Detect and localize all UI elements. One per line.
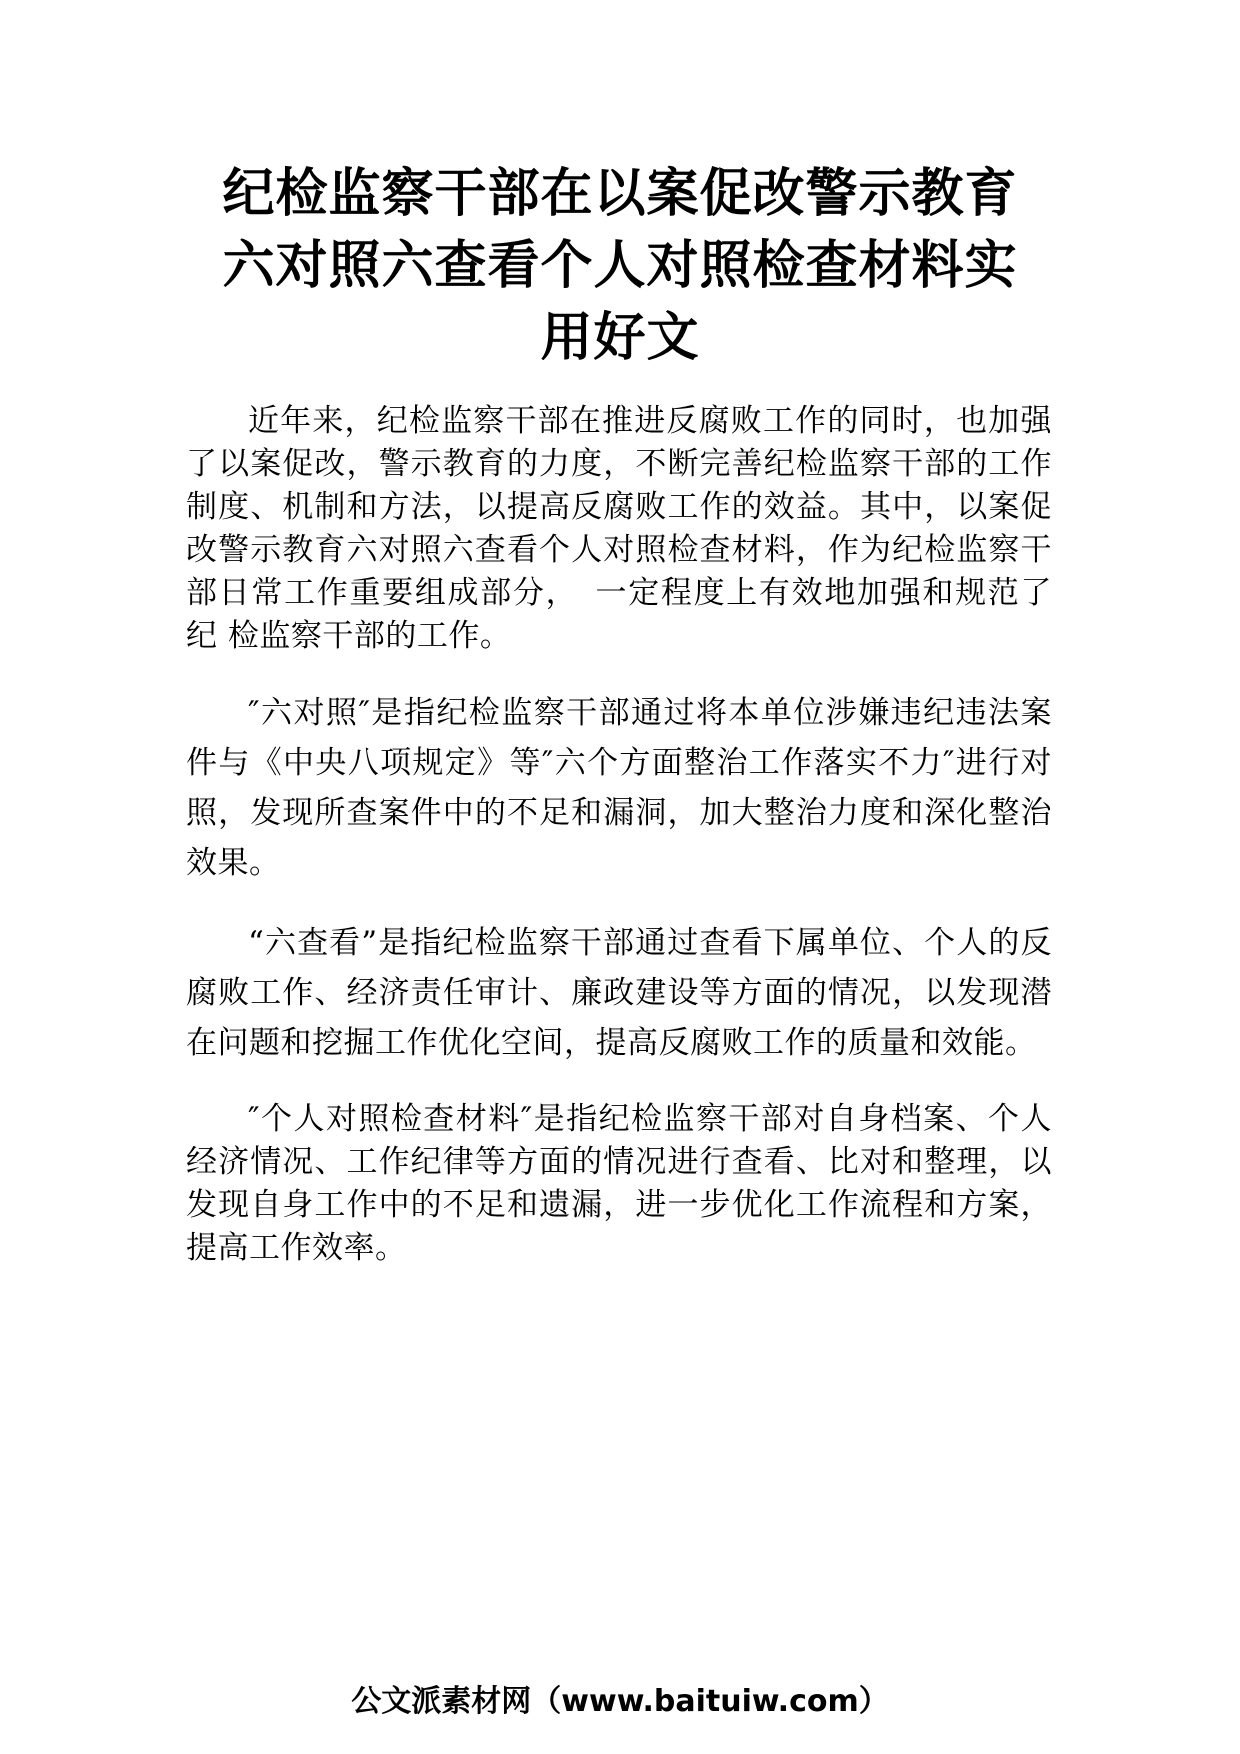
- paragraph-intro: 近年来，纪检监察干部在推进反腐败工作的同时，也加强了以案促改，警示教育的力度，不断完善纪检监察干部的工作制度、机制和方法，以提高反腐败工作的效益。其中，以案促改警示教育六对照六查看个人对照检查材料，作为纪检监察干部日常工作重要组成部分， 一定程度上有效地加强和规范了纪 检监察干部的工作。: [186, 403, 1052, 654]
- paragraph-six-inspections: “六查看”是指纪检监察干部通过查看下属单位、个人的反腐败工作、经济责任审计、廉政建设等方面的情况，以发现潜在问题和挖掘工作优化空间，提高反腐败工作的质量和效能。: [186, 925, 1052, 1061]
- title-line: 纪检监察干部在以案促改警示教育: [222, 164, 1018, 224]
- footer-source: 公文派素材网（www.baituiw.com）: [351, 1684, 889, 1719]
- title-line: 六对照六查看个人对照检查材料实: [222, 236, 1018, 296]
- document-title: [180, 158, 1060, 374]
- paragraph-personal-check: ″个人对照检查材料″是指纪检监察干部对自身档案、个人经济情况、工作纪律等方面的情况进行查看、比对和整理，以发现自身工作中的不足和遗漏，进一步优化工作流程和方案，提高工作效率。: [186, 1101, 1052, 1266]
- title-line: 用好文: [540, 308, 700, 368]
- paragraph-six-comparisons: ″六对照″是指纪检监察干部通过将本单位涉嫌违纪违法案件与《中央八项规定》等″六个方面整治工作落实不力″进行对照，发现所查案件中的不足和漏洞，加大整治力度和深化整治效果。: [186, 695, 1052, 881]
- document-body: [186, 400, 1052, 1300]
